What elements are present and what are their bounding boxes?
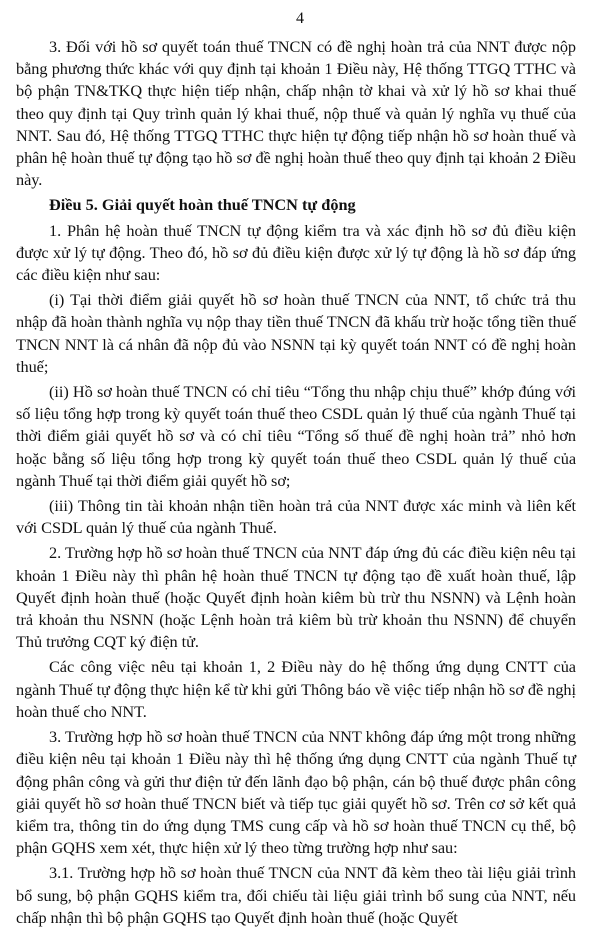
paragraph-clause-3-other-methods: 3. Đối với hồ sơ quyết toán thuế TNCN có đề nghị hoàn trả của NNT được nộp bằng phương thức khác với quy định tại khoản 1 Điều này, Hệ thống TTGQ TTHC và bộ phận TN&TKQ thực hiện tiếp nhận, chấp nhận tờ khai và xử lý hồ sơ khai thuế theo quy định tại Quy trình quản lý khai thuế, nộp thuế và quản lý nghĩa vụ thuế của NNT. Sau đó, Hệ thống TTGQ TTHC thực hiện tự động tiếp nhận hồ sơ hoàn thuế và phân hệ hoàn thuế tự động tạo hồ sơ đề nghị hoàn thuế theo quy định tại khoản 2 Điều này. xyxy=(16,37,576,190)
document-body xyxy=(16,36,576,932)
paragraph-clause-3-1: 3.1. Trường hợp hồ sơ hoàn thuế TNCN của NNT đã kèm theo tài liệu giải trình bổ sung, bộ phận GQHS kiểm tra, đối chiếu tài liệu giải trình bổ sung của NNT, nếu chấp nhận thì bộ phận GQHS tạo Quyết định hoàn thuế (hoặc Quyết xyxy=(16,863,576,927)
paragraph-condition-i: (i) Tại thời điểm giải quyết hồ sơ hoàn thuế TNCN của NNT, tổ chức trả thu nhập đã hoàn thành nghĩa vụ nộp thay tiền thuế TNCN đã khấu trừ hoặc tổng tiền thuế TNCN NNT là cá nhân đã nộp đủ vào NSNN tại kỳ quyết toán NNT có đề nghị hoàn thuế; xyxy=(16,290,576,376)
paragraph-clause-1-auto-check: 1. Phân hệ hoàn thuế TNCN tự động kiểm tra và xác định hồ sơ đủ điều kiện được xử lý tự động. Theo đó, hồ sơ đủ điều kiện được xử lý tự động là hồ sơ đáp ứng các điều kiện như sau: xyxy=(16,220,576,285)
paragraph-condition-ii: (ii) Hồ sơ hoàn thuế TNCN có chỉ tiêu “Tổng thu nhập chịu thuế” khớp đúng với số liệu tổng hợp trong kỳ quyết toán thuế theo CSDL quản lý thuế của ngành Thuế tại thời điểm giải quyết hồ sơ và có chỉ tiêu “Tổng số thuế đề nghị hoàn trả” nhỏ hơn hoặc bằng số liệu tổng hợp trong kỳ quyết toán thuế theo CSDL quản lý thuế của ngành Thuế tại thời điểm giải quyết hồ sơ; xyxy=(16,382,576,490)
paragraph-clause-3-manual: 3. Trường hợp hồ sơ hoàn thuế TNCN của NNT không đáp ứng một trong những điều kiện nêu tại khoản 1 Điều này thì hệ thống ứng dụng CNTT của ngành Thuế tự động phân công và gửi thư điện tử đến lãnh đạo bộ phận, cán bộ thuế được phân công giải quyết hồ sơ hoàn thuế TNCN biết và tiếp tục giải quyết hồ sơ. Trên cơ sở kết quả kiểm tra, thông tin do ứng dụng TMS cung cấp và hồ sơ hoàn thuế TNCN cụ thể, bộ phận GQHS xem xét, thực hiện xử lý theo từng trường hợp như sau: xyxy=(16,727,576,858)
paragraph-clause-2-auto-refund: 2. Trường hợp hồ sơ hoàn thuế TNCN của NNT đáp ứng đủ các điều kiện nêu tại khoản 1 Điều này thì phân hệ hoàn thuế TNCN tự động tạo đề xuất hoàn thuế, lập Quyết định hoàn thuế (hoặc Quyết định hoàn kiêm bù trừ thu NSNN) và Lệnh hoàn trả khoản thu NSNN (hoặc Lệnh hoàn trả kiêm bù trừ khoản thu NSNN) để chuyển Thủ trưởng CQT ký điện tử. xyxy=(16,543,576,652)
page-number: 4 xyxy=(296,10,304,27)
article-5-heading: Điều 5. Giải quyết hoàn thuế TNCN tự động xyxy=(49,195,356,215)
paragraph-auto-execution-note: Các công việc nêu tại khoản 1, 2 Điều này do hệ thống ứng dụng CNTT của ngành Thuế tự động thực hiện kể từ khi gửi Thông báo về việc tiếp nhận hồ sơ đề nghị hoàn thuế cho NNT. xyxy=(16,657,576,721)
paragraph-condition-iii: (iii) Thông tin tài khoản nhận tiền hoàn trả của NNT được xác minh và liên kết với CSDL quản lý thuế của ngành Thuế. xyxy=(16,496,576,538)
